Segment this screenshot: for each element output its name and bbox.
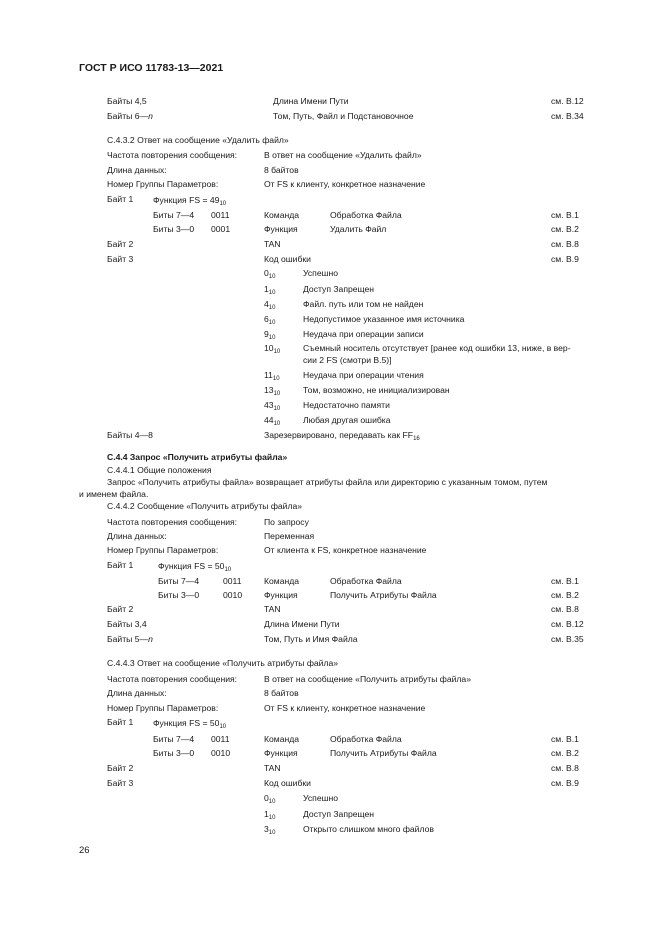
bits-label: Биты 7—4 — [153, 210, 195, 220]
error-text: Успешно — [303, 793, 339, 803]
bits-name: Обработка Файла — [330, 210, 402, 220]
byte2-desc: TAN — [264, 763, 281, 773]
bits-code: 0011 — [211, 734, 230, 744]
field-value: По запросу — [264, 517, 309, 527]
byte1-label: Байт 1 — [107, 717, 134, 727]
error-code: $3_{10}$ — [264, 824, 276, 836]
field-value: От клиента к FS, конкретное назначение — [264, 545, 427, 555]
row-ref: см. В.34 — [551, 111, 584, 121]
bits-label: Биты 3—0 — [153, 224, 195, 234]
bytes3-4-desc: Длина Имени Пути — [264, 619, 340, 629]
field-label: Частота повторения сообщения: — [107, 150, 238, 160]
bits-kind: Функция — [264, 590, 298, 600]
error-text: Файл. путь или том не найден — [303, 299, 424, 309]
bytes4-8-desc: Зарезервировано, передавать как $FF_{16}$ — [264, 430, 420, 442]
field-label: Номер Группы Параметров: — [107, 179, 219, 189]
bits-code: 0010 — [223, 590, 243, 600]
bits-code: 0001 — [211, 224, 231, 234]
byte2-ref: см. В.8 — [551, 604, 579, 614]
row-ref: см. В.12 — [551, 96, 584, 106]
error-text: Любая другая ошибка — [303, 415, 391, 425]
byte3-desc: Код ошибки — [264, 254, 311, 264]
row-desc: Том, Путь, Файл и Подстановочное — [273, 111, 414, 121]
byte2-label: Байт 2 — [107, 239, 134, 249]
bits-code: 0011 — [223, 576, 242, 586]
field-value: В ответ на сообщение «Удалить файл» — [264, 150, 422, 160]
bytes3-4-ref: см. В.12 — [551, 619, 584, 629]
field-label: Частота повторения сообщения: — [107, 674, 238, 684]
bits-ref: см. В.1 — [551, 210, 579, 220]
byte2-ref: см. В.8 — [551, 763, 579, 773]
field-value: От FS к клиенту, конкретное назначение — [264, 703, 426, 713]
error-code: $0_{10}$ — [264, 268, 276, 280]
field-label: Длина данных: — [107, 688, 167, 698]
bits-name: Обработка Файла — [330, 576, 402, 586]
bits-name: Получить Атрибуты Файла — [330, 748, 437, 758]
bits-kind: Команда — [264, 576, 300, 586]
section-title-c443: С.4.4.3 Ответ на сообщение «Получить атрибуты файла» — [107, 658, 339, 668]
bits-label: Биты 7—4 — [153, 734, 195, 744]
field-label: Номер Группы Параметров: — [107, 703, 219, 713]
byte1-function: Функция FS = $49_{10}$ — [153, 195, 227, 207]
bits-ref: см. В.1 — [551, 734, 579, 744]
bits-kind: Функция — [264, 748, 298, 758]
byte2-label: Байт 2 — [107, 763, 134, 773]
row-desc: Длина Имени Пути — [273, 96, 349, 106]
error-code: $11_{10}$ — [264, 370, 280, 382]
error-text: Открыто слишком много файлов — [303, 824, 434, 834]
error-code: $6_{10}$ — [264, 314, 276, 326]
error-code: $43_{10}$ — [264, 400, 281, 412]
field-value: 8 байтов — [264, 165, 299, 175]
error-code: $1_{10}$ — [264, 809, 276, 821]
error-text: Том, возможно, не инициализирован — [303, 385, 450, 395]
bits-name: Получить Атрибуты Файла — [330, 590, 437, 600]
byte3-ref: см. В.9 — [551, 254, 579, 264]
bits-kind: Команда — [264, 210, 300, 220]
byte1-function: Функция FS = $50_{10}$ — [158, 561, 232, 573]
byte1-function: Функция FS = $50_{10}$ — [153, 718, 227, 730]
bits-ref: см. В.2 — [551, 224, 579, 234]
field-label: Частота повторения сообщения: — [107, 517, 238, 527]
bits-label: Биты 3—0 — [158, 590, 200, 600]
page-header-standard: ГОСТ Р ИСО 11783-13—2021 — [79, 62, 224, 74]
byte1-label: Байт 1 — [107, 560, 134, 570]
byte2-desc: TAN — [264, 239, 281, 249]
section-title-c44: С.4.4 Запрос «Получить атрибуты файла» — [107, 452, 288, 462]
bits-ref: см. В.2 — [551, 748, 579, 758]
error-text: Неудача при операции записи — [303, 329, 424, 339]
byte2-ref: см. В.8 — [551, 239, 579, 249]
field-label: Длина данных: — [107, 165, 167, 175]
bytes5-n-desc: Том, Путь и Имя Файла — [264, 634, 358, 644]
error-text: Недостаточно памяти — [303, 400, 390, 410]
error-code: $4_{10}$ — [264, 299, 276, 311]
page-number: 26 — [79, 845, 90, 856]
bits-code: 0010 — [211, 748, 231, 758]
byte2-label: Байт 2 — [107, 604, 134, 614]
subsection-title-c441: С.4.4.1 Общие положения — [107, 465, 212, 475]
field-label: Номер Группы Параметров: — [107, 545, 219, 555]
error-text: Доступ Запрещен — [303, 284, 375, 294]
bits-kind: Команда — [264, 734, 300, 744]
error-text: Неудача при операции чтения — [303, 370, 424, 380]
row-label: Байты 6—n — [107, 111, 153, 121]
bits-ref: см. В.2 — [551, 590, 579, 600]
field-value: В ответ на сообщение «Получить атрибуты файла» — [264, 674, 471, 684]
byte3-label: Байт 3 — [107, 778, 134, 788]
bits-label: Биты 3—0 — [153, 748, 195, 758]
error-code: $1_{10}$ — [264, 284, 276, 296]
bits-label: Биты 7—4 — [158, 576, 200, 586]
paragraph-line: и именем файла. — [79, 489, 149, 499]
error-text: Доступ Запрещен — [303, 809, 375, 819]
error-text-continued: сии 2 FS (смотри В.5)] — [303, 355, 392, 365]
bytes3-4-label: Байты 3,4 — [107, 619, 147, 629]
field-value: От FS к клиенту, конкретное назначение — [264, 179, 426, 189]
error-code: $44_{10}$ — [264, 415, 281, 427]
bits-name: Удалить Файл — [330, 224, 387, 234]
bytes4-8-label: Байты 4—8 — [107, 430, 153, 440]
error-text: Успешно — [303, 268, 339, 278]
byte3-desc: Код ошибки — [264, 778, 311, 788]
byte1-label: Байт 1 — [107, 194, 134, 204]
byte3-ref: см. В.9 — [551, 778, 579, 788]
error-code: $10_{10}$ — [264, 343, 281, 355]
row-label: Байты 4,5 — [107, 96, 147, 106]
bits-code: 0011 — [211, 210, 230, 220]
bytes5-n-label: Байты 5—n — [107, 634, 153, 644]
paragraph-line: Запрос «Получить атрибуты файла» возвращает атрибуты файла или директорию с указанным томом, путем — [107, 477, 548, 487]
section-title-c432: С.4.3.2 Ответ на сообщение «Удалить файл» — [107, 135, 289, 145]
error-code: $13_{10}$ — [264, 385, 281, 397]
error-code: $0_{10}$ — [264, 793, 276, 805]
error-text: Съемный носитель отсутствует [ранее код ошибки 13, ниже, в вер- — [303, 343, 571, 353]
error-code: $9_{10}$ — [264, 329, 276, 341]
error-text: Недопустимое указанное имя источника — [303, 314, 465, 324]
byte2-desc: TAN — [264, 604, 281, 614]
field-value: Переменная — [264, 531, 315, 541]
bits-name: Обработка Файла — [330, 734, 402, 744]
bits-ref: см. В.1 — [551, 576, 579, 586]
field-value: 8 байтов — [264, 688, 299, 698]
field-label: Длина данных: — [107, 531, 167, 541]
subsection-title-c442: С.4.4.2 Сообщение «Получить атрибуты файла» — [107, 501, 303, 511]
byte3-label: Байт 3 — [107, 254, 134, 264]
bits-kind: Функция — [264, 224, 298, 234]
bytes5-n-ref: см. В.35 — [551, 634, 584, 644]
